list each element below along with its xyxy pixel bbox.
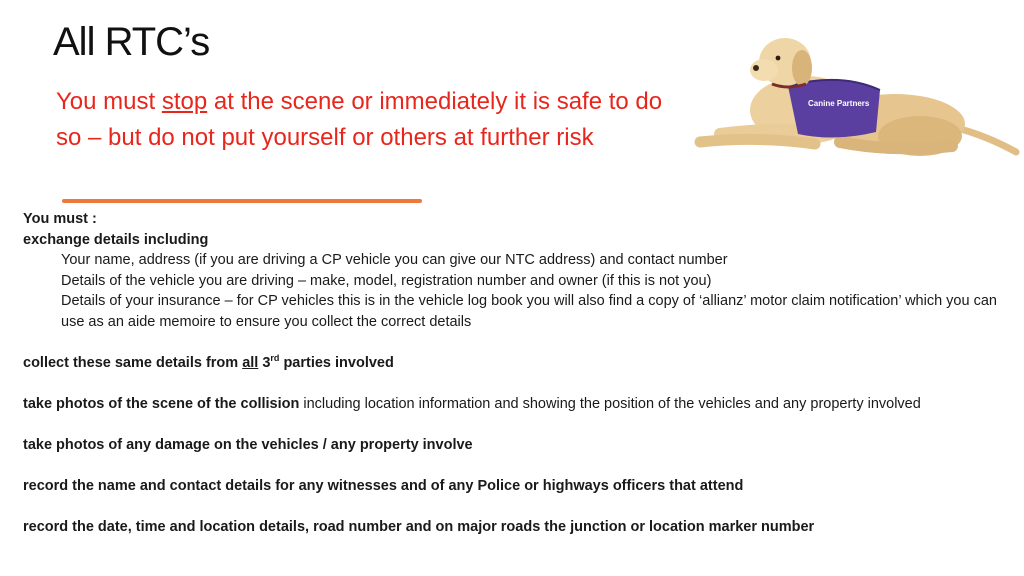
- exchange-details-heading: exchange details including: [23, 231, 209, 248]
- instructions-body: [23, 209, 1003, 537]
- exchange-item-name-address: Your name, address (if you are driving a CP vehicle you can give our NTC address) and contact number: [61, 252, 728, 268]
- exchange-item-insurance: Details of your insurance – for CP vehicles this is in the vehicle log book you will also find a copy of ‘allianz’ motor claim notification’ which you can use as an aide memoire to ensure you collect the correct details: [61, 293, 997, 330]
- subtitle-underlined-word: stop: [161, 88, 208, 115]
- slide-subtitle: [56, 84, 676, 156]
- dog-wearing-vest-icon: [690, 28, 1020, 160]
- record-date-line: record the date, time and location details, road number and on major roads the junction or location marker number: [23, 518, 815, 535]
- photos-scene-bold: take photos of the scene of the collision: [23, 395, 300, 412]
- collect-underlined-all: all: [242, 354, 259, 371]
- photos-scene-rest: including location information and showing the position of the vehicles and any property involved: [299, 395, 921, 412]
- collect-text-mid: 3: [258, 354, 271, 371]
- slide-title: All RTC’s: [53, 20, 210, 64]
- collect-text-before: collect these same details from: [23, 354, 243, 371]
- collect-text-after: parties involved: [279, 354, 394, 371]
- vest-text: Canine Partners: [808, 99, 870, 108]
- photos-damage-line: take photos of any damage on the vehicles / any property involve: [23, 436, 473, 453]
- witnesses-line: record the name and contact details for any witnesses and of any Police or highways officers that attend: [23, 477, 744, 494]
- you-must-heading: You must :: [23, 211, 97, 227]
- collect-details-line: [23, 353, 1003, 374]
- subtitle-text-after: at the scene or immediately it is safe to do so – but do not put yourself or others at further risk: [56, 88, 663, 151]
- exchange-item-vehicle-details: Details of the vehicle you are driving – make, model, registration number and owner (if this is not you): [61, 272, 712, 289]
- accent-divider: [62, 199, 422, 203]
- photos-scene-line: [23, 394, 1003, 415]
- subtitle-text-before: You must: [56, 88, 162, 115]
- collect-superscript: rd: [270, 352, 280, 363]
